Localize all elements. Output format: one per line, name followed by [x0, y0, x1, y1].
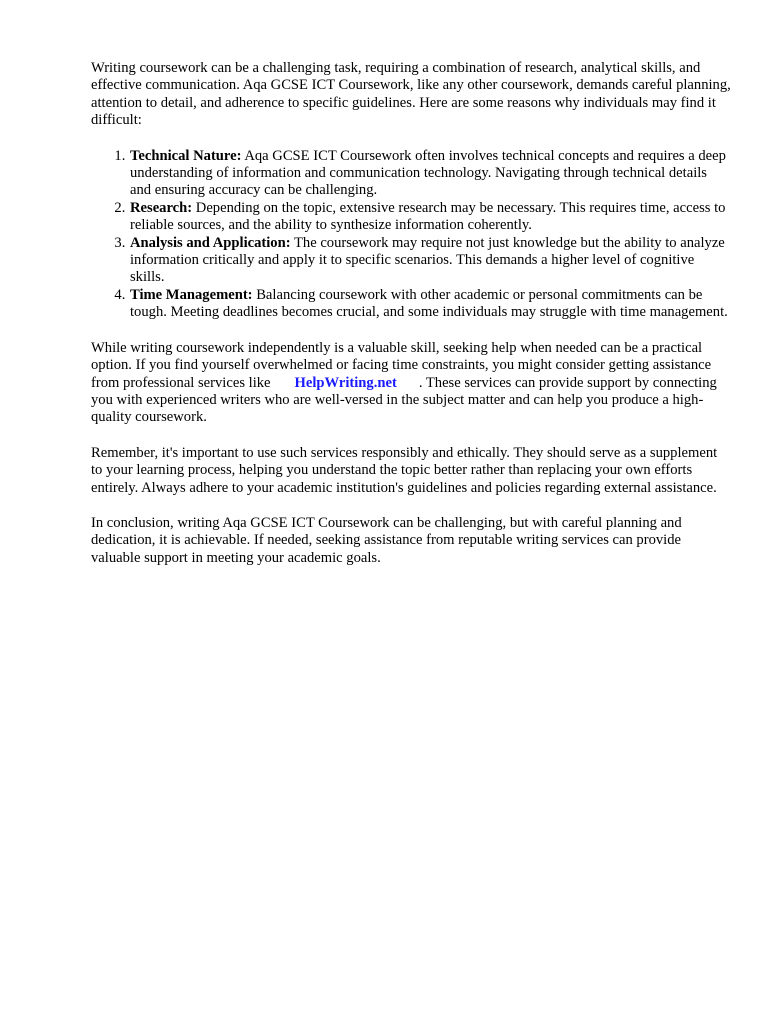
- reason-text: Aqa GCSE ICT Coursework often involves technical concepts and requires a deep understanding of information and communication technology. Navigating through technical details and ensuring accuracy can be challenging.: [130, 147, 726, 199]
- reason-title: Analysis and Application:: [130, 234, 291, 251]
- reason-item-technical: [129, 148, 731, 200]
- help-text-before: While writing coursework independently is a valuable skill, seeking help when needed can be a practical option. If you find yourself overwhelmed or facing time constraints, you might consider getting assistance from professional services like: [91, 339, 712, 391]
- reason-item-time-management: [129, 287, 731, 322]
- document-page: [91, 60, 731, 585]
- remember-paragraph: Remember, it's important to use such services responsibly and ethically. They should serve as a supplement to your learning process, helping you understand the topic better rather than replacing your own efforts entirely. Always adhere to your academic institution's guidelines and policies regarding external assistance.: [91, 444, 718, 496]
- reasons-list: [91, 148, 731, 322]
- help-paragraph: [91, 340, 731, 427]
- conclusion-paragraph: In conclusion, writing Aqa GCSE ICT Coursework can be challenging, but with careful planning and dedication, it is achievable. If needed, seeking assistance from reputable writing services can provide valuable support in meeting your academic goals.: [91, 514, 682, 566]
- reason-title: Technical Nature:: [130, 147, 242, 164]
- reason-text: Depending on the topic, extensive research may be necessary. This requires time, access to reliable sources, and the ability to synthesize information coherently.: [130, 199, 726, 234]
- helpwriting-link[interactable]: HelpWriting.net: [294, 374, 397, 391]
- help-text-after: . These services can provide support by connecting you with experienced writers who are well-versed in the subject matter and can help you produce a high-quality coursework.: [91, 374, 717, 426]
- intro-paragraph: Writing coursework can be a challenging task, requiring a combination of research, analytical skills, and effective communication. Aqa GCSE ICT Coursework, like any other coursework, demands careful planning, attention to detail, and adherence to specific guidelines. Here are some reasons why individuals may find it difficult:: [91, 60, 731, 129]
- reason-title: Time Management:: [130, 286, 253, 303]
- reason-item-analysis: [129, 235, 731, 287]
- reason-item-research: [129, 200, 731, 235]
- reason-text: Balancing coursework with other academic or personal commitments can be tough. Meeting deadlines becomes crucial, and some individuals may struggle with time management.: [130, 286, 728, 321]
- reason-text: The coursework may require not just knowledge but the ability to analyze information critically and apply it to specific scenarios. This demands a higher level of cognitive skills.: [130, 234, 725, 286]
- reason-title: Research:: [130, 199, 193, 216]
